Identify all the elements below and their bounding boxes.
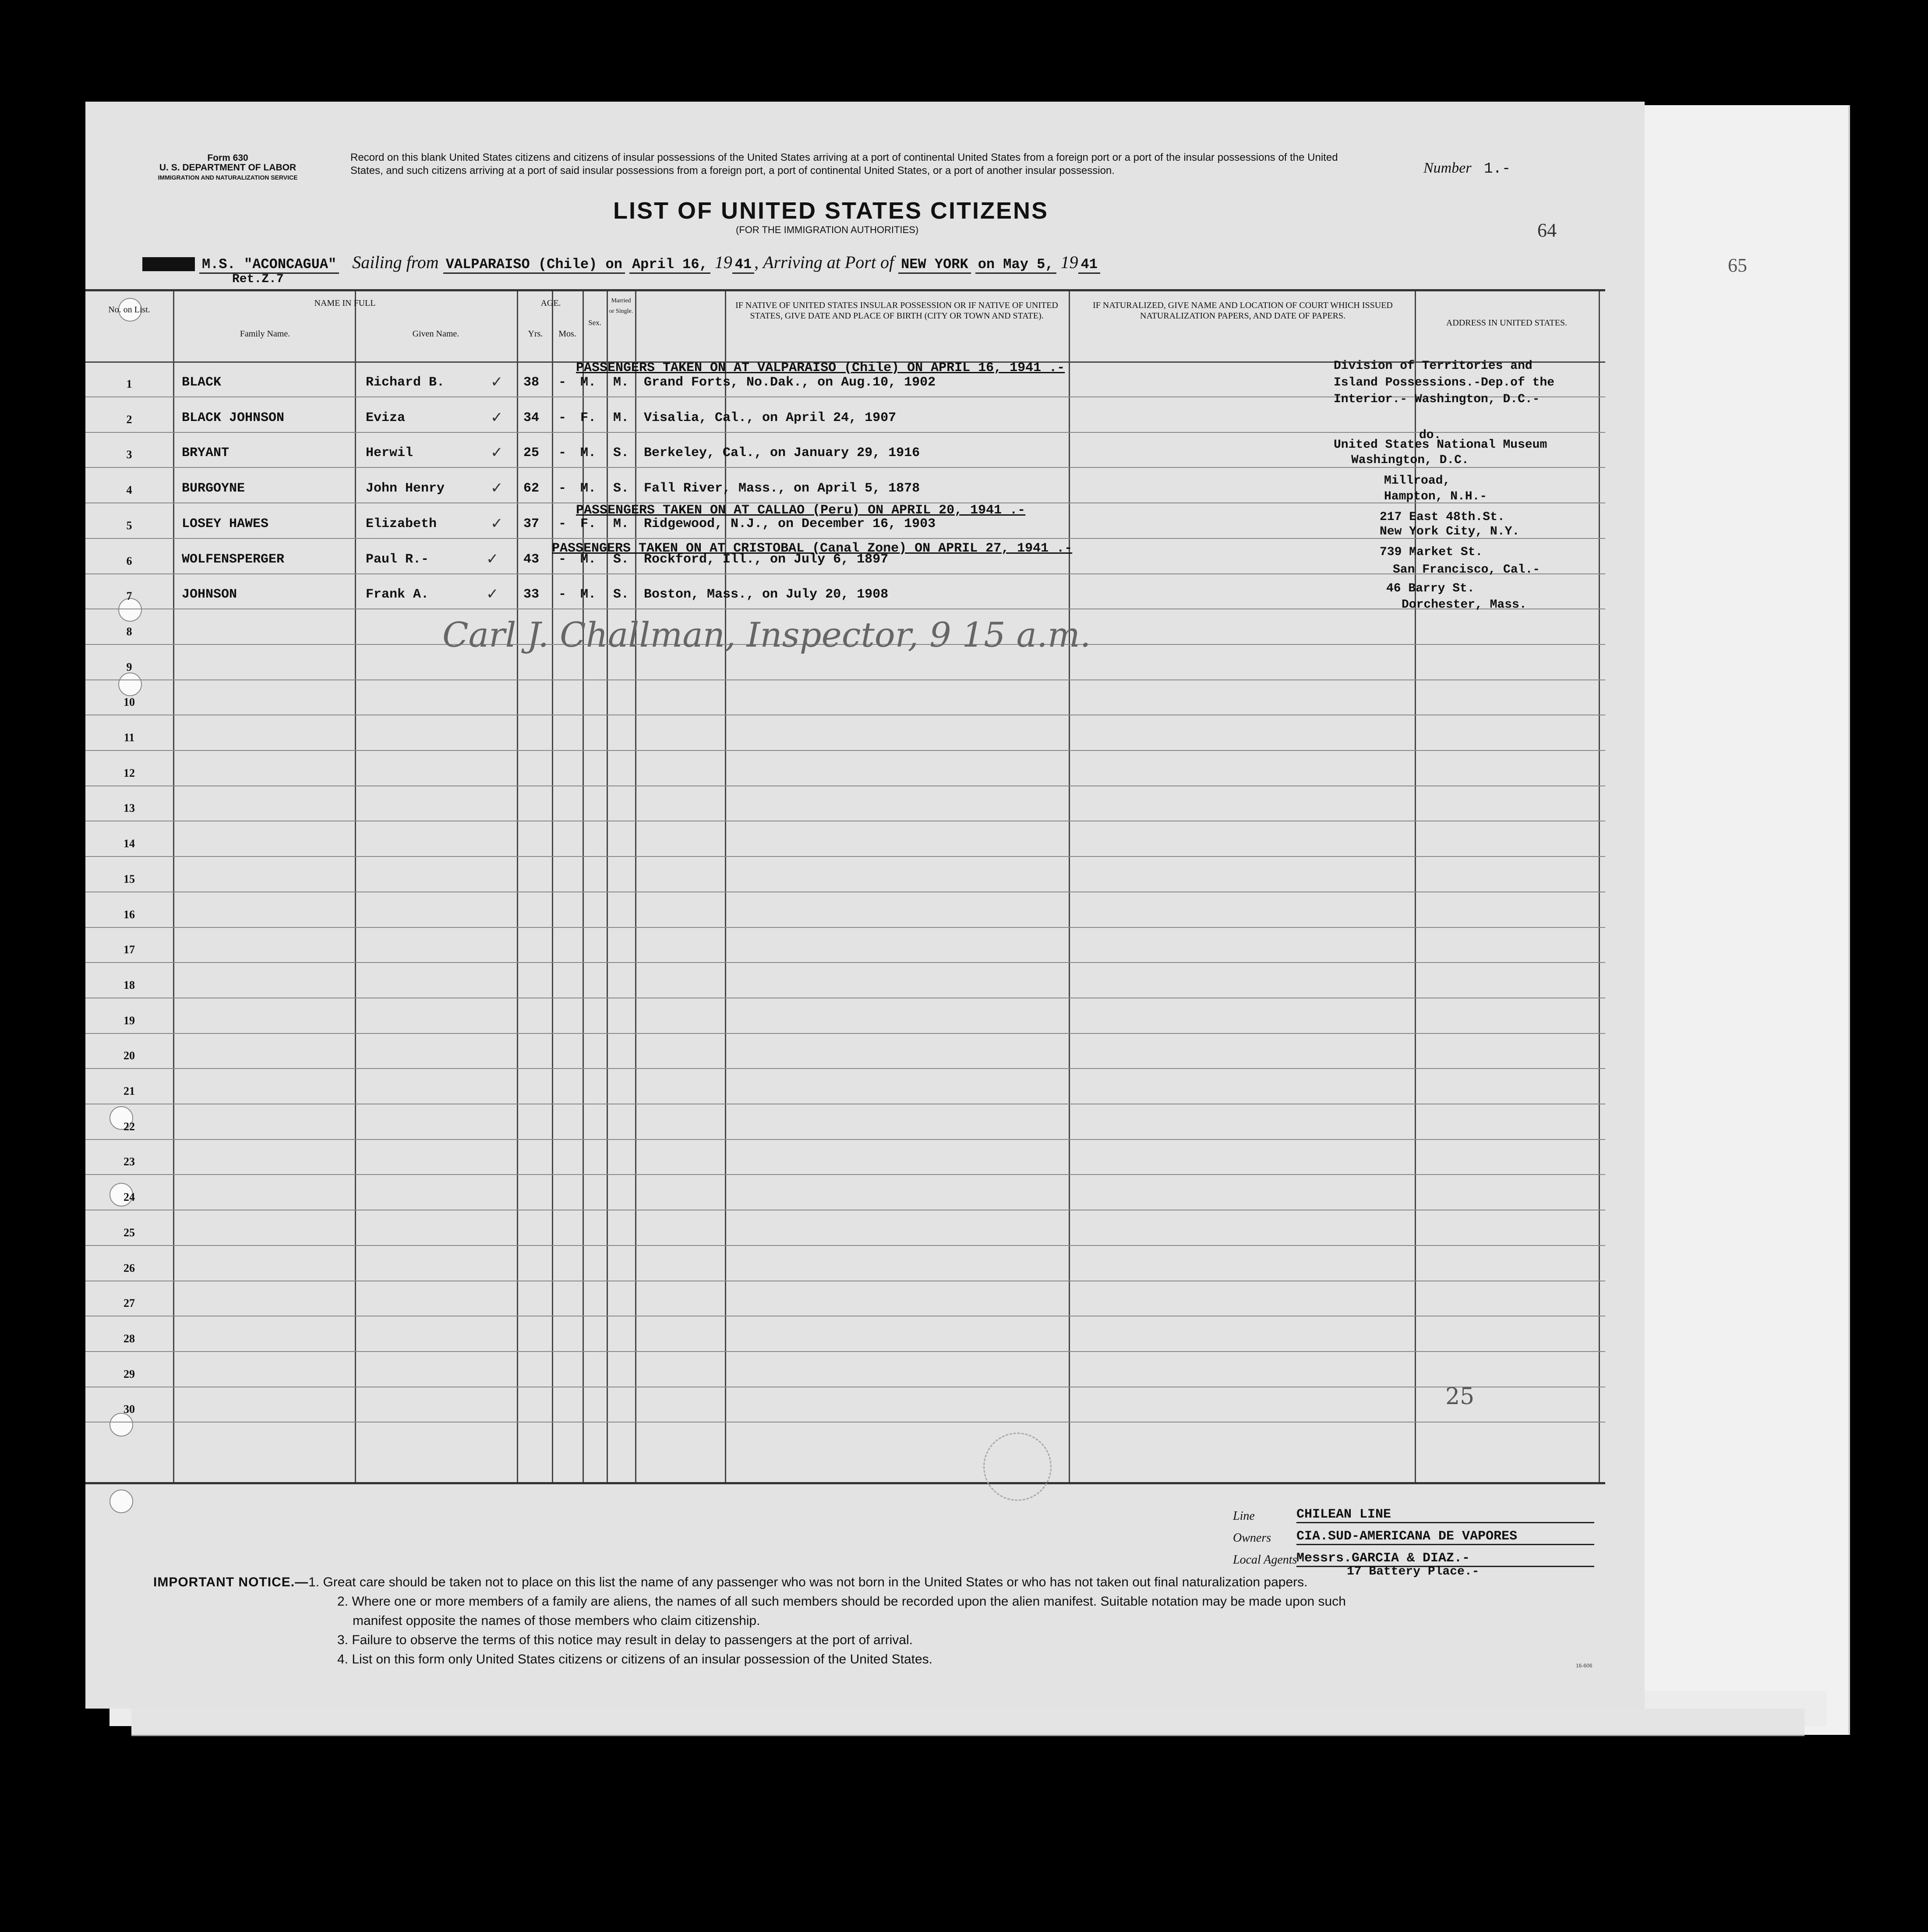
address-cell: Hampton, N.H.-: [1384, 490, 1487, 503]
age-years-cell: 33: [523, 587, 540, 602]
header-yrs: Yrs.: [528, 329, 543, 339]
column-divider: [1415, 291, 1416, 1482]
sex-cell: F.: [580, 410, 597, 425]
page-stack-edge-lower: [131, 1709, 1804, 1736]
arriving-year: 41: [1078, 256, 1100, 274]
arriving-label: Arriving at Port of: [763, 252, 894, 272]
row-number: 17: [124, 943, 135, 956]
binder-hole: [109, 1490, 133, 1513]
column-divider: [607, 291, 608, 1482]
row-rule: [85, 856, 1605, 857]
row-number: 30: [124, 1403, 135, 1416]
owners-label: Owners: [1233, 1531, 1271, 1545]
row-number: 20: [124, 1049, 135, 1062]
ship-name: M.S. "ACONCAGUA": [199, 256, 339, 274]
sex-cell: F.: [580, 516, 597, 531]
header-given-name: Given Name.: [412, 329, 459, 339]
marital-status-cell: S.: [613, 587, 629, 602]
row-rule: [85, 432, 1605, 433]
notice-heading: IMPORTANT NOTICE.—: [153, 1575, 309, 1589]
row-number: 23: [124, 1155, 135, 1168]
column-divider: [1069, 291, 1070, 1482]
local-agents-value: Messrs.GARCIA & DIAZ.-: [1296, 1551, 1594, 1567]
birth-cell: Grand Forts, No.Dak., on Aug.10, 1902: [644, 375, 936, 390]
row-number: 14: [124, 837, 135, 850]
column-divider: [725, 291, 726, 1482]
line-label: Line: [1233, 1509, 1255, 1523]
check-mark-icon: ✓: [491, 444, 503, 462]
header-birth: IF NATIVE OF UNITED STATES INSULAR POSSESSION OR IF NATIVE OF UNITED STATES, GIVE DATE AND PLACE OF BIRTH (CITY OR TOWN AND STATE).: [735, 301, 1058, 321]
row-rule: [85, 1139, 1605, 1140]
row-rule: [85, 1033, 1605, 1034]
marital-status-cell: S.: [613, 446, 629, 461]
address-cell: Millroad,: [1384, 474, 1451, 488]
row-rule: [85, 927, 1605, 928]
given-name-cell: Richard B.: [366, 375, 445, 390]
header-address: ADDRESS IN UNITED STATES.: [1446, 318, 1568, 328]
address-cell: New York City, N.Y.: [1380, 525, 1520, 538]
row-number: 3: [126, 448, 132, 461]
header-age: AGE.: [540, 298, 561, 308]
age-years-cell: 25: [523, 446, 540, 461]
row-number: 10: [124, 696, 135, 709]
footer-code: 16-606: [1576, 1663, 1593, 1669]
local-agents-label: Local Agents: [1233, 1553, 1297, 1567]
birth-cell: Rockford, Ill., on July 6, 1897: [644, 552, 889, 567]
row-rule: [85, 467, 1605, 468]
family-name-cell: BLACK: [182, 375, 222, 390]
age-years-cell: 34: [523, 410, 540, 425]
sex-cell: M.: [580, 446, 597, 461]
handwritten-count: 25: [1445, 1384, 1475, 1410]
check-mark-icon: ✓: [491, 514, 503, 532]
form-number: Form 630: [207, 153, 248, 163]
column-divider: [173, 291, 174, 1482]
row-rule: [85, 1245, 1605, 1246]
row-number: 8: [126, 625, 132, 638]
sex-cell: M.: [580, 375, 597, 390]
notice-item: 3. Failure to observe the terms of this notice may result in delay to passengers at the port of arrival.: [337, 1633, 913, 1647]
header-family-name: Family Name.: [240, 329, 290, 339]
column-divider: [355, 291, 356, 1482]
row-number: 25: [124, 1226, 135, 1239]
address-cell: Interior.- Washington, D.C.-: [1334, 393, 1540, 406]
marital-status-cell: S.: [613, 552, 629, 567]
family-name-cell: BURGOYNE: [182, 481, 245, 496]
row-number: 28: [124, 1332, 135, 1345]
faint-stamp: [983, 1433, 1052, 1501]
row-number: 7: [126, 590, 132, 603]
address-cell: Island Possessions.-Dep.of the: [1334, 376, 1555, 389]
number-value: 1.-: [1484, 161, 1511, 177]
header-naturalized: IF NATURALIZED, GIVE NAME AND LOCATION OF COURT WHICH ISSUED NATURALIZATION PAPERS, AND DATE OF PAPERS.: [1093, 301, 1393, 321]
adjacent-page-number: 65: [1728, 255, 1747, 276]
row-rule: [85, 573, 1605, 574]
page-title: LIST OF UNITED STATES CITIZENS: [613, 198, 1049, 224]
page-number: 64: [1537, 219, 1557, 241]
local-agents-address: 17 Battery Place.-: [1347, 1565, 1480, 1578]
column-divider: [635, 291, 636, 1482]
inspector-signature: Carl J. Challman, Inspector, 9 15 a.m.: [442, 616, 1091, 655]
sailing-year: 41: [732, 256, 754, 274]
age-months-cell: -: [558, 375, 567, 390]
family-name-cell: BLACK JOHNSON: [182, 410, 285, 425]
row-number: 27: [124, 1297, 135, 1310]
given-name-cell: Herwil: [366, 446, 413, 461]
notice-item: 4. List on this form only United States citizens or citizens of an insular possession of the United States.: [337, 1652, 933, 1667]
row-number: 1: [126, 378, 132, 390]
marital-status-cell: M.: [613, 410, 629, 425]
department-name: U. S. DEPARTMENT OF LABOR: [159, 163, 297, 173]
row-number: 18: [124, 978, 135, 991]
notice-item: manifest opposite the names of those members who claim citizenship.: [353, 1614, 760, 1628]
sailing-year-prefix: 19: [714, 252, 732, 272]
notice-item: 2. Where one or more members of a family are aliens, the names of all such members should be recorded upon the alien manifest. Suitable notation may be made upon such: [337, 1594, 1346, 1609]
row-number: 4: [126, 484, 132, 497]
marital-status-cell: M.: [613, 375, 629, 390]
section-heading: PASSENGERS TAKEN ON AT CALLAO (Peru) ON APRIL 20, 1941 .-: [576, 503, 1026, 518]
address-cell: Division of Territories and: [1334, 359, 1533, 373]
sex-cell: M.: [580, 481, 597, 496]
header-no-on-list: No. on List.: [108, 305, 150, 315]
column-divider: [552, 291, 553, 1482]
service-name: IMMIGRATION AND NATURALIZATION SERVICE: [158, 174, 298, 181]
age-years-cell: 62: [523, 481, 540, 496]
age-months-cell: -: [558, 587, 567, 602]
given-name-cell: Frank A.: [366, 587, 429, 602]
list-number: [1423, 160, 1511, 177]
row-rule: [85, 1351, 1605, 1352]
check-mark-icon: ✓: [491, 479, 503, 497]
column-divider: [517, 291, 518, 1482]
row-number: 26: [124, 1261, 135, 1274]
header-sex: Sex.: [588, 318, 601, 327]
family-name-cell: BRYANT: [182, 446, 230, 461]
redacted-mark: [142, 257, 195, 271]
header-mos: Mos.: [558, 329, 576, 339]
family-name-cell: WOLFENSPERGER: [182, 552, 285, 567]
important-notice: [153, 1573, 1599, 1669]
age-months-cell: -: [558, 481, 567, 496]
age-years-cell: 38: [523, 375, 540, 390]
header-name-in-full: NAME IN FULL: [314, 298, 376, 308]
address-cell: 739 Market St.: [1380, 545, 1483, 559]
row-number: 22: [124, 1120, 135, 1133]
sailing-from-label: Sailing from: [352, 252, 439, 272]
line-value: CHILEAN LINE: [1296, 1507, 1594, 1523]
arriving-date: on May 5,: [975, 256, 1056, 274]
birth-cell: Fall River, Mass., on April 5, 1878: [644, 481, 920, 496]
row-rule: [85, 962, 1605, 963]
family-name-cell: JOHNSON: [182, 587, 237, 602]
check-mark-icon: ✓: [491, 408, 503, 426]
row-rule: [85, 750, 1605, 751]
marital-status-cell: S.: [613, 481, 629, 496]
given-name-cell: John Henry: [366, 481, 445, 496]
ship-note: Ret.Z.7: [232, 272, 284, 286]
form-instruction: Record on this blank United States citizens and citizens of insular possessions of the United States arriving at a port of continental United States from a foreign port or a port of the insular possessions of the United States, and such citizens arriving at a port of said insular possessions from a foreign port, a port of continental United States, or a port of another insular possession.: [350, 152, 1338, 177]
address-cell: San Francisco, Cal.-: [1393, 563, 1540, 577]
sailing-date: April 16,: [629, 256, 710, 274]
row-number: 9: [126, 660, 132, 673]
family-name-cell: LOSEY HAWES: [182, 516, 269, 531]
check-mark-icon: ✓: [486, 585, 499, 603]
row-number: 6: [126, 554, 132, 567]
sex-cell: M.: [580, 587, 597, 602]
page-subtitle: (FOR THE IMMIGRATION AUTHORITIES): [736, 224, 919, 235]
row-rule: [85, 1174, 1605, 1175]
address-cell: United States National Museum: [1334, 438, 1547, 452]
address-cell: 217 East 48th.St.: [1380, 510, 1505, 524]
address-cell: 46 Barry St.: [1386, 582, 1475, 595]
check-mark-icon: ✓: [486, 550, 499, 568]
arriving-year-prefix: 19: [1060, 252, 1078, 272]
section-heading: PASSENGERS TAKEN ON AT CRISTOBAL (Canal Zone) ON APRIL 27, 1941 .-: [552, 541, 1073, 556]
birth-cell: Visalia, Cal., on April 24, 1907: [644, 410, 897, 425]
birth-cell: Ridgewood, N.J., on December 16, 1903: [644, 516, 936, 531]
row-rule: [85, 538, 1605, 539]
birth-cell: Berkeley, Cal., on January 29, 1916: [644, 446, 920, 461]
row-rule: [85, 1068, 1605, 1069]
age-months-cell: -: [558, 516, 567, 531]
notice-item: 1. Great care should be taken not to place on this list the name of any passenger who was not born in the United States or who has not taken out final naturalization papers.: [308, 1575, 1308, 1589]
marital-status-cell: M.: [613, 516, 629, 531]
age-years-cell: 43: [523, 552, 540, 567]
sailing-port: VALPARAISO (Chile) on: [443, 256, 625, 274]
passenger-table: [85, 289, 1605, 1484]
age-months-cell: -: [558, 446, 567, 461]
voyage-line: M.S. "ACONCAGUA" Sailing from VALPARAISO (Chile) on April 16, 19 41 , Arriving at Port of NEW YORK on May 5, 19 41: [142, 252, 1588, 272]
column-divider: [1599, 291, 1600, 1482]
row-number: 24: [124, 1191, 135, 1204]
sex-cell: M.: [580, 552, 597, 567]
given-name-cell: Paul R.-: [366, 552, 429, 567]
form-identification: [142, 153, 313, 182]
row-number: 21: [124, 1085, 135, 1097]
row-number: 29: [124, 1367, 135, 1380]
header-married-single: Married or Single.: [609, 297, 633, 315]
row-number: 19: [124, 1014, 135, 1027]
address-cell: Washington, D.C.: [1351, 453, 1469, 467]
address-cell: Dorchester, Mass.: [1402, 598, 1527, 612]
age-months-cell: -: [558, 552, 567, 567]
row-number: 16: [124, 908, 135, 921]
age-months-cell: -: [558, 410, 567, 425]
owners-value: CIA.SUD-AMERICANA DE VAPORES: [1296, 1529, 1594, 1545]
given-name-cell: Eviza: [366, 410, 406, 425]
address-cell: do.: [1419, 428, 1441, 442]
section-heading: PASSENGERS TAKEN ON AT VALPARAISO (Chile) ON APRIL 16, 1941 .-: [576, 361, 1065, 375]
birth-cell: Boston, Mass., on July 20, 1908: [644, 587, 889, 602]
arriving-port: NEW YORK: [898, 256, 971, 274]
age-years-cell: 37: [523, 516, 540, 531]
row-number: 13: [124, 802, 135, 815]
column-divider: [583, 291, 584, 1482]
row-rule: [85, 679, 1605, 680]
row-number: 5: [126, 519, 132, 532]
number-label: Number: [1423, 160, 1472, 176]
given-name-cell: Elizabeth: [366, 516, 437, 531]
row-number: 15: [124, 872, 135, 885]
row-number: 11: [124, 731, 135, 744]
row-number: 12: [124, 766, 135, 779]
check-mark-icon: ✓: [491, 373, 503, 391]
row-number: 2: [126, 413, 132, 426]
